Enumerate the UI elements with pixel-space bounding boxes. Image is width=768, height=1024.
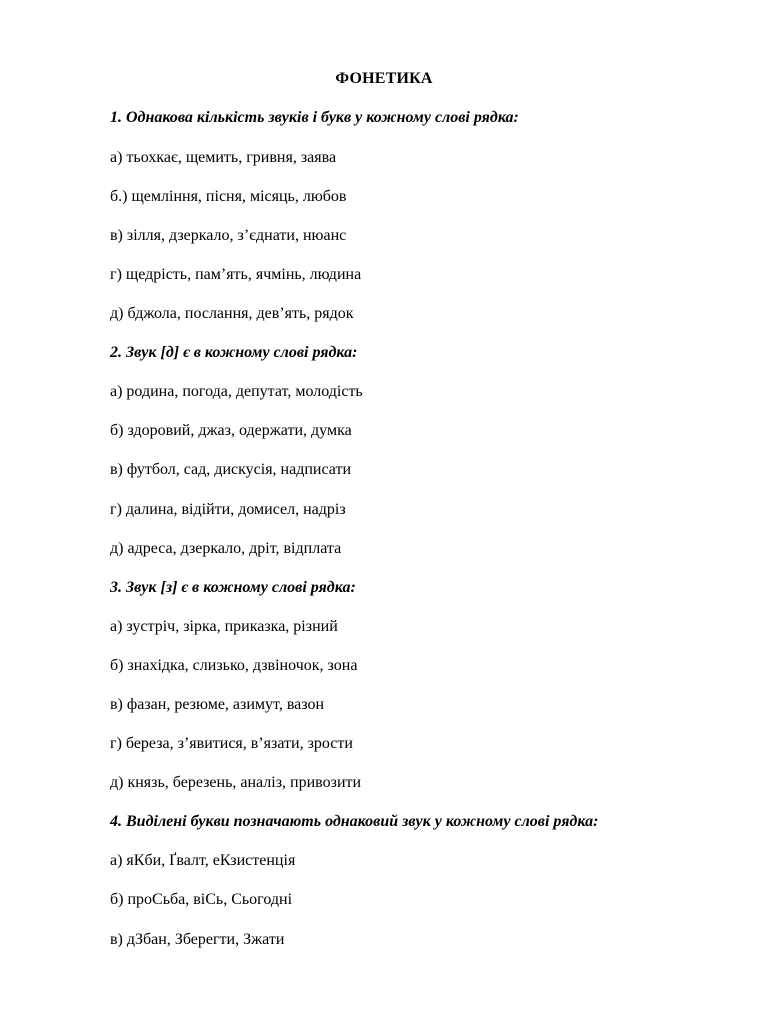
question-3-heading: 3. Звук [з] є в кожному слові рядка: [110,579,356,596]
question-3-option-b: б) знахідка, слизько, дзвіночок, зона [110,657,358,674]
question-2-option-d: г) далина, відійти, домисел, надріз [110,501,346,518]
page-title: ФОНЕТИКА [335,70,433,87]
question-4-option-a: а) яКби, Ґвалт, еКзистенція [110,852,296,869]
question-4-heading: 4. Виділені букви позначають однаковий звук у кожному слові рядка: [110,813,599,830]
question-2-heading: 2. Звук [д] є в кожному слові рядка: [110,344,358,361]
question-3-option-c: в) фазан, резюме, азимут, вазон [110,696,325,713]
question-3-option-d: г) береза, з’явитися, в’язати, зрости [110,735,353,752]
question-2-option-c: в) футбол, сад, дискусія, надписати [110,461,352,478]
question-1-option-a: а) тьохкає, щемить, гривня, заява [110,149,337,166]
question-4-option-b: б) проСьба, віСь, Сьогодні [110,891,293,908]
question-2-option-a: а) родина, погода, депутат, молодість [110,383,363,400]
question-1-option-e: д) бджола, послання, дев’ять, рядок [110,305,354,322]
question-2-option-e: д) адреса, дзеркало, дріт, відплата [110,540,342,557]
question-2-option-b: б) здоровий, джаз, одержати, думка [110,422,352,439]
question-1-option-c: в) зілля, дзеркало, з’єднати, нюанс [110,227,347,244]
question-3-option-a: а) зустріч, зірка, приказка, різний [110,618,338,635]
question-1-option-d: г) щедрість, пам’ять, ячмінь, людина [110,266,362,283]
question-4-option-c: в) дЗбан, Зберегти, Зжати [110,931,285,948]
question-1-option-b: б.) щемління, пісня, місяць, любов [110,188,347,205]
question-3-option-e: д) князь, березень, аналіз, привозити [110,774,362,791]
question-1-heading: 1. Однакова кількість звуків і букв у кожному слові рядка: [110,109,519,126]
